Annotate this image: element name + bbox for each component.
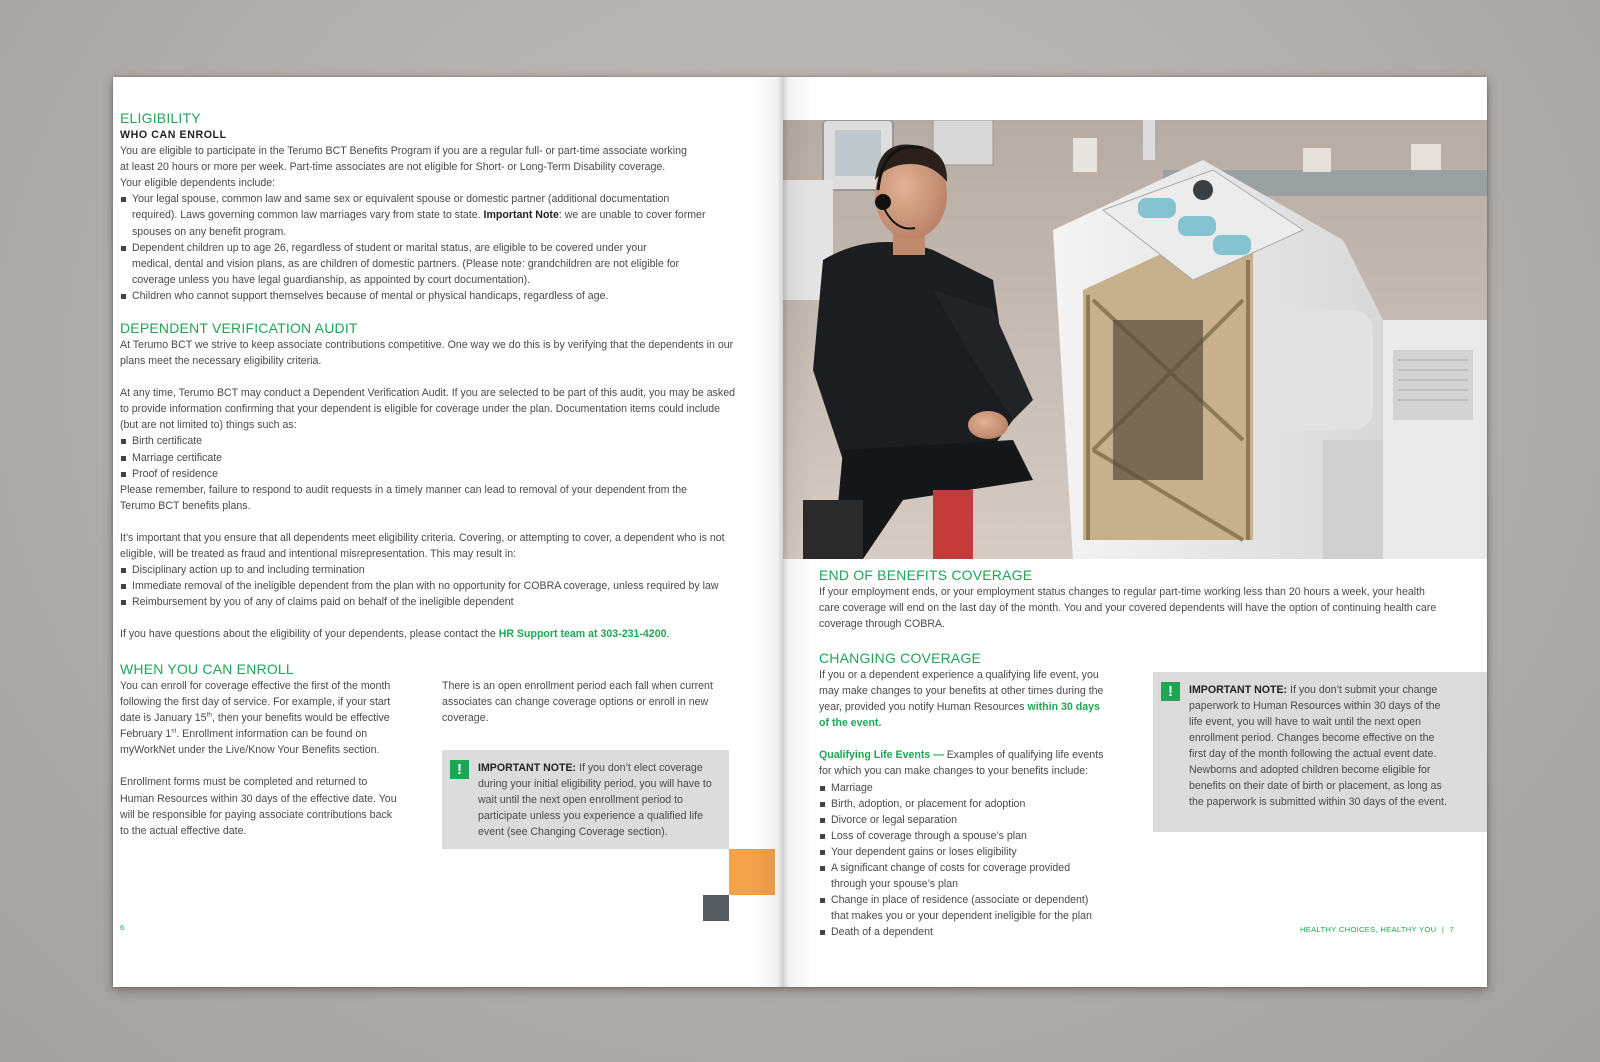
end-coverage-para: If your employment ends, or your employment status changes to regular part-time working less than 20 hours a week, your health care coverage will end on the last day of the month. You and your covered dependents will have the option of continuing health care coverage through COBRA.	[819, 586, 1437, 631]
changing-coverage-section	[819, 667, 1111, 941]
enroll-column-2	[442, 678, 727, 726]
qualifying-events-label: Qualifying Life Events —	[819, 749, 944, 762]
list-item: Birth, adoption, or placement for adoption	[819, 796, 1101, 812]
right-page	[783, 77, 1487, 987]
enroll-heading: WHEN YOU CAN ENROLL	[120, 661, 294, 677]
end-coverage-section	[819, 584, 1439, 632]
list-item: Loss of coverage through a spouse’s plan	[819, 828, 1101, 844]
publication-title: HEALTHY CHOICES, HEALTHY YOU	[1300, 925, 1437, 934]
eligibility-section	[120, 127, 725, 304]
open-enrollment-para: There is an open enrollment period each fall when current associates can change coverage options or enroll in new coverage.	[442, 680, 713, 725]
orange-square-decoration	[729, 849, 775, 895]
eligibility-para-1: You are eligible to participate in the Terumo BCT Benefits Program if you are a regular full- or part-time associate working at least 20 hours or more per week. Part-time associates are not eligible for Short- or Long-Term Disability coverage.	[120, 145, 687, 174]
audit-heading: DEPENDENT VERIFICATION AUDIT	[120, 320, 358, 336]
who-can-enroll-subheading: WHO CAN ENROLL	[120, 129, 227, 141]
enroll-para-1: You can enroll for coverage effective the first of the month following the first day of service. For example, if your start date is January 15th, then your benefits would be effective February 1st. Enrollment information can be found on myWorkNet under the Live/Know Your Benefits section.	[120, 680, 391, 757]
left-page	[113, 77, 783, 987]
list-item: Birth certificate	[120, 433, 740, 449]
audit-para-1: At Terumo BCT we strive to keep associate contributions competitive. One way we do this is by verifying that the dependents in our plans meet the necessary eligibility criteria.	[120, 339, 734, 368]
eligibility-para-2: Your eligible dependents include:	[120, 177, 276, 190]
qualifying-events-intro: Qualifying Life Events — Examples of qualifying life events for which you can make changes to your benefits include:	[819, 749, 1104, 778]
grey-square-decoration	[703, 895, 729, 921]
documentation-list	[120, 433, 740, 481]
list-item: Reimbursement by you of any of claims paid on behalf of the ineligible dependent	[120, 594, 740, 610]
audit-para-4: It’s important that you ensure that all dependents meet eligibility criteria. Covering, or attempting to cover, a dependent who is not eligible, will be treated as fraud and intentional misrepresentation. This may result in:	[120, 531, 725, 561]
important-note-box-enroll	[442, 750, 729, 849]
end-coverage-heading: END OF BENEFITS COVERAGE	[819, 567, 1033, 583]
important-note-box-changing	[1153, 672, 1487, 832]
list-item: Death of a dependent	[819, 924, 1101, 940]
important-note-label: Important Note	[483, 209, 559, 222]
exclamation-icon: !	[450, 760, 469, 779]
technician-photo	[783, 120, 1487, 559]
audit-section	[120, 337, 740, 643]
important-note-text: IMPORTANT NOTE: If you don’t elect coverage during your initial eligibility period, you will have to wait until the next open enrollment period to participate unless you experience a qualified life event (see Changing Coverage section).	[478, 762, 712, 838]
audit-para-3: Please remember, failure to respond to audit requests in a timely manner can lead to removal of your dependent from the Terumo BCT benefits plans.	[120, 483, 688, 512]
enroll-para-2: Enrollment forms must be completed and returned to Human Resources within 30 days of the effective date. You will be responsible for paying associate contributions back to the actual effective date.	[120, 776, 397, 837]
changing-para-1: If you or a dependent experience a qualifying life event, you may make changes to your benefits at other times during the year, provided you notify Human Resources within 30 days of the event.	[819, 669, 1104, 730]
list-item: Dependent children up to age 26, regardless of student or marital status, are eligible to be covered under your medical, dental and vision plans, as are children of domestic partners. (Please note: grandchildren are not eligible for coverage unless you have legal guardianship, as appointed by court documentation).	[120, 240, 725, 288]
page-number-right: 7	[1449, 925, 1455, 934]
list-item: Your legal spouse, common law and same sex or equivalent spouse or domestic partner (additional documentation required). Laws governing common law marriages vary from state to state. Important Note: we are unable to cover former spouses on any benefit program.	[120, 191, 725, 239]
exclamation-icon: !	[1161, 682, 1180, 701]
eligible-dependents-list	[120, 191, 725, 304]
list-item: Divorce or legal separation	[819, 812, 1101, 828]
list-item: Disciplinary action up to and including termination	[120, 562, 740, 578]
list-item: A significant change of costs for coverage provided through your spouse’s plan	[819, 860, 1101, 892]
list-item: Children who cannot support themselves because of mental or physical handicaps, regardless of age.	[120, 288, 725, 304]
list-item: Your dependent gains or loses eligibility	[819, 844, 1101, 860]
changing-coverage-heading: CHANGING COVERAGE	[819, 650, 982, 666]
list-item: Immediate removal of the ineligible dependent from the plan with no opportunity for COBRA coverage, unless required by law	[120, 578, 740, 594]
hr-support-link[interactable]: HR Support team at 303-231-4200	[498, 628, 667, 641]
important-note-text: IMPORTANT NOTE: If you don’t submit your change paperwork to Human Resources within 30 days of the life event, you will have to wait until the next open enrollment period. Changes become effective on the first day of the month following the actual event date. Newborns and adopted children become eligible for benefits on their date of birth or placement, as long as the paperwork is submitted within 30 days of the event.	[1189, 684, 1447, 808]
page-footer-right: HEALTHY CHOICES, HEALTHY YOU | 7	[1300, 925, 1455, 934]
eligibility-heading: ELIGIBILITY	[120, 110, 201, 126]
brochure-spread	[113, 77, 1487, 987]
list-item: Change in place of residence (associate or dependent) that makes you or your dependent ineligible for the plan	[819, 892, 1101, 924]
list-item: Marriage	[819, 780, 1101, 796]
audit-para-2: At any time, Terumo BCT may conduct a Dependent Verification Audit. If you are selected to be part of this audit, you may be asked to provide information confirming that your dependent is eligible for coverage under the plan. Documentation items could include (but are not limited to) things such as:	[120, 387, 735, 432]
within-30-days-highlight: within 30 days of the event.	[819, 701, 1100, 730]
list-item: Marriage certificate	[120, 450, 740, 466]
consequences-list	[120, 562, 740, 610]
audit-contact: If you have questions about the eligibility of your dependents, please contact the HR Support team at 303-231-4200.	[120, 628, 670, 641]
page-number-left: 6	[120, 923, 125, 932]
list-item: Proof of residence	[120, 466, 740, 482]
enroll-column-1	[120, 678, 400, 839]
qualifying-events-list	[819, 780, 1111, 941]
